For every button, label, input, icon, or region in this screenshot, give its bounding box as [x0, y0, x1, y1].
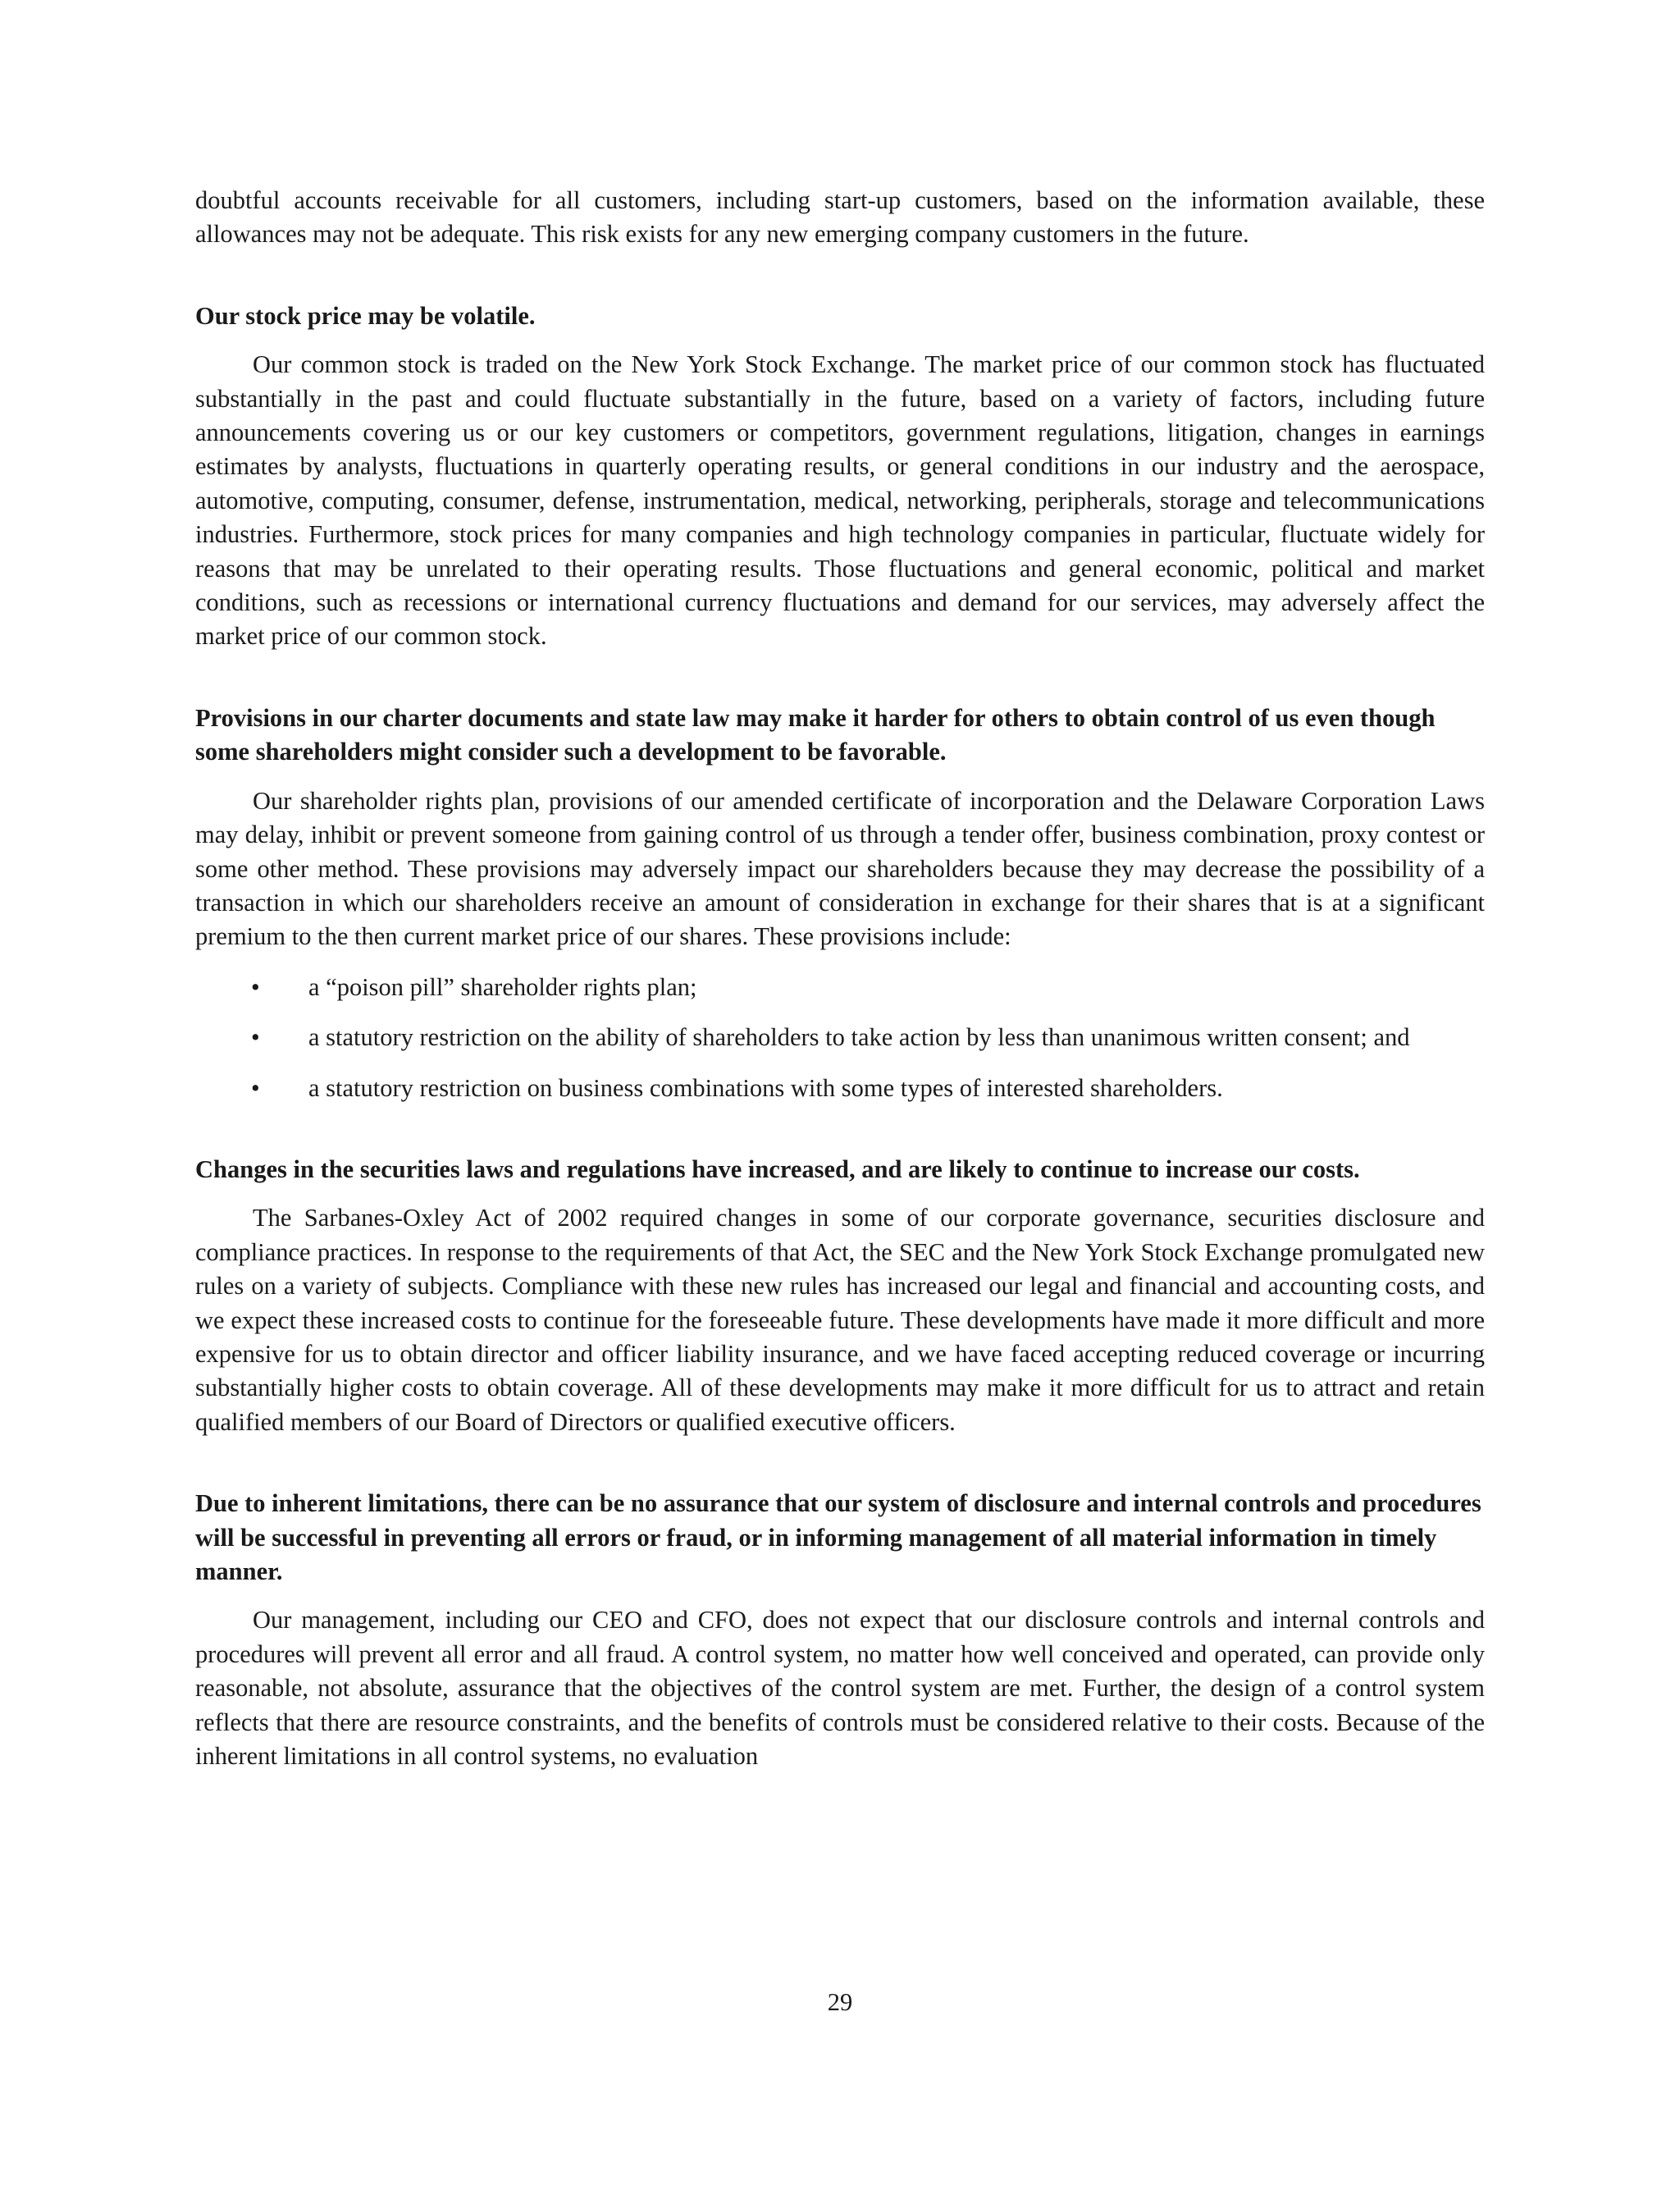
heading-charter-provisions: Provisions in our charter documents and state law may make it harder for others to obtain control of us even though some shareholders might consider such a development to be favorable.	[195, 703, 1436, 766]
heading-stock-volatility: Our stock price may be volatile.	[195, 301, 536, 330]
list-item-text: a “poison pill” shareholder rights plan;	[308, 972, 697, 1001]
list-item-text: a statutory restriction on business combinations with some types of interested shareholders.	[308, 1073, 1223, 1102]
page-number: 29	[827, 1988, 853, 2016]
document-page	[195, 184, 1485, 1773]
intro-paragraph: doubtful accounts receivable for all customers, including start-up customers, based on the information available, these allowances may not be adequate. This risk exists for any new emerging company customers in the future.	[195, 186, 1485, 249]
list-item	[195, 1021, 1485, 1054]
paragraph-securities-laws: The Sarbanes-Oxley Act of 2002 required changes in some of our corporate governance, securities disclosure and compliance practices. In response to the requirements of that Act, the SEC and the New York Stock Exchange promulgated new rules on a variety of subjects. Compliance with these new rules has increased our legal and financial and accounting costs, and we expect these increased costs to continue for the foreseeable future. These developments have made it more difficult and more expensive for us to obtain director and officer liability insurance, and we have faced accepting reduced coverage or incurring substantially higher costs to obtain coverage. All of these developments may make it more difficult for us to attract and retain qualified members of our Board of Directors or qualified executive officers.	[195, 1204, 1485, 1436]
charter-provisions-list	[195, 971, 1485, 1105]
paragraph-charter-provisions: Our shareholder rights plan, provisions of our amended certificate of incorporation and the Delaware Corporation Laws may delay, inhibit or prevent someone from gaining control of us through a tender offer, business combination, proxy contest or some other method. These provisions may adversely impact our shareholders because they may decrease the possibility of a transaction in which our shareholders receive an amount of consideration in exchange for their shares that is at a significant premium to the then current market price of our shares. These provisions include:	[195, 786, 1485, 951]
bullet-glyph: •	[251, 1023, 260, 1052]
list-item	[195, 1072, 1485, 1105]
bullet-glyph: •	[251, 972, 260, 1001]
paragraph-internal-controls: Our management, including our CEO and CFO, does not expect that our disclosure controls and internal controls and procedures will prevent all error and all fraud. A control system, no matter how well conceived and operated, can provide only reasonable, not absolute, assurance that the objectives of the control system are met. Further, the design of a control system reflects that there are resource constraints, and the benefits of controls must be considered relative to their costs. Because of the inherent limitations in all control systems, no evaluation	[195, 1606, 1485, 1771]
heading-securities-laws: Changes in the securities laws and regulations have increased, and are likely to continue to increase our costs.	[195, 1154, 1360, 1183]
list-item	[195, 971, 1485, 1004]
list-item-text: a statutory restriction on the ability of shareholders to take action by less than unanimous written consent; and	[308, 1023, 1410, 1052]
bullet-glyph: •	[251, 1073, 260, 1102]
paragraph-stock-volatility: Our common stock is traded on the New York Stock Exchange. The market price of our common stock has fluctuated substantially in the past and could fluctuate substantially in the future, based on a variety of factors, including future announcements covering us or our key customers or competitors, government regulations, litigation, changes in earnings estimates by analysts, fluctuations in quarterly operating results, or general conditions in our industry and the aerospace, automotive, computing, consumer, defense, instrumentation, medical, networking, peripherals, storage and telecommunications industries. Furthermore, stock prices for many companies and high technology companies in particular, fluctuate widely for reasons that may be unrelated to their operating results. Those fluctuations and general economic, political and market conditions, such as recessions or international currency fluctuations and demand for our services, may adversely affect the market price of our common stock.	[195, 350, 1485, 651]
heading-internal-controls: Due to inherent limitations, there can be no assurance that our system of disclosure and internal controls and procedures will be successful in preventing all errors or fraud, or in informing management of all material information in timely manner.	[195, 1489, 1481, 1585]
